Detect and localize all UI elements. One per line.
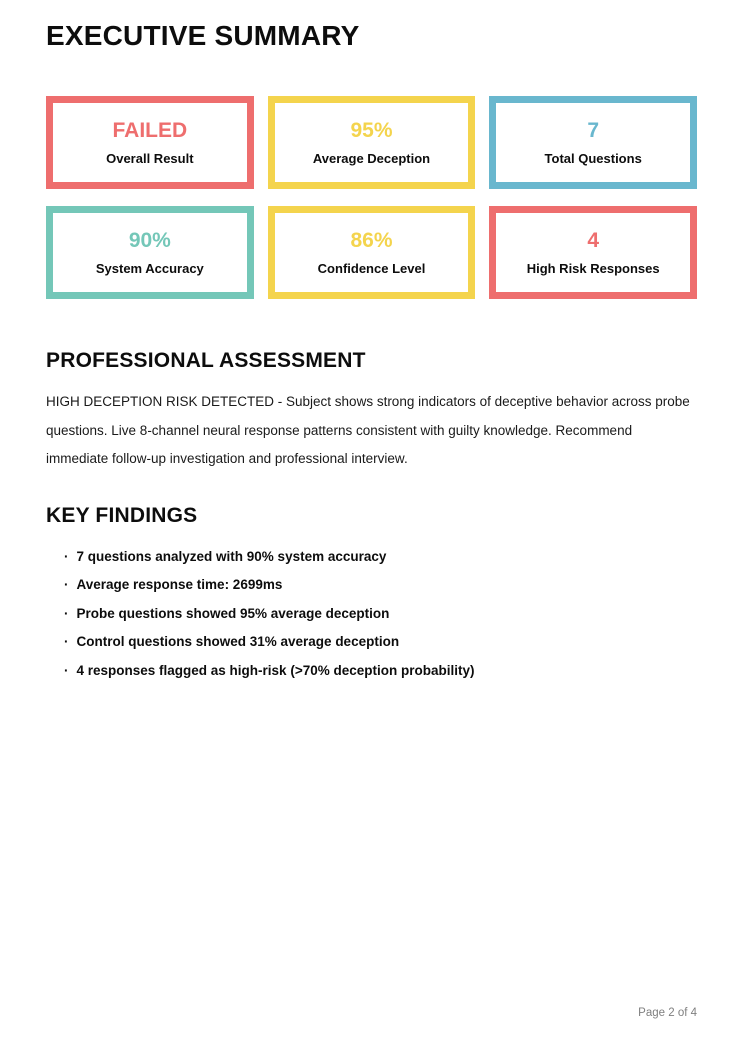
key-finding-item xyxy=(64,606,697,622)
stat-card-total-questions xyxy=(489,96,697,189)
stat-value: 4 xyxy=(587,229,599,252)
key-finding-item xyxy=(64,634,697,650)
bullet-icon: · xyxy=(64,548,69,564)
stat-card-average-deception xyxy=(268,96,476,189)
stat-card-confidence-level xyxy=(268,206,476,299)
key-finding-text: Control questions showed 31% average deception xyxy=(76,634,400,649)
stat-card-grid xyxy=(46,96,697,299)
key-finding-item xyxy=(64,663,697,679)
stat-label: Average Deception xyxy=(312,151,431,166)
bullet-icon: · xyxy=(64,634,69,649)
key-finding-text: 4 responses flagged as high-risk (>70% deception probability) xyxy=(76,662,475,678)
key-finding-text: Average response time: 2699ms xyxy=(76,577,283,592)
stat-value: 90% xyxy=(128,229,171,252)
stat-label: Total Questions xyxy=(544,151,642,166)
stat-value: FAILED xyxy=(112,119,188,142)
key-finding-item xyxy=(64,577,697,593)
stat-label: Overall Result xyxy=(106,151,194,166)
stat-value: 7 xyxy=(587,119,599,142)
key-finding-item xyxy=(64,549,697,565)
stat-card-overall-result xyxy=(46,96,254,189)
assessment-body-text: HIGH DECEPTION RISK DETECTED - Subject shows strong indicators of deceptive behavior across probe questions. Live 8-channel neural response patterns consistent with guilty knowledge. Recommend immediate follow-up investigation and professional interview. xyxy=(46,394,690,466)
stat-label: System Accuracy xyxy=(95,261,204,276)
key-finding-text: Probe questions showed 95% average deception xyxy=(76,605,390,621)
page-title: EXECUTIVE SUMMARY xyxy=(46,20,360,51)
page-number: Page 2 of 4 xyxy=(638,1007,697,1019)
stat-label: High Risk Responses xyxy=(526,261,660,276)
section-heading-professional-assessment: PROFESSIONAL ASSESSMENT xyxy=(46,349,366,372)
bullet-icon: · xyxy=(64,577,69,592)
bullet-icon: · xyxy=(64,662,69,678)
stat-value: 86% xyxy=(350,229,393,252)
stat-card-high-risk-responses xyxy=(489,206,697,299)
key-findings-list xyxy=(46,549,697,679)
section-heading-key-findings: KEY FINDINGS xyxy=(46,503,198,527)
stat-card-system-accuracy xyxy=(46,206,254,299)
stat-value: 95% xyxy=(350,119,393,142)
key-findings-section xyxy=(46,504,697,679)
bullet-icon: · xyxy=(64,605,69,621)
stat-label: Confidence Level xyxy=(317,261,426,276)
professional-assessment-section xyxy=(46,349,697,474)
key-finding-text: 7 questions analyzed with 90% system accuracy xyxy=(76,548,387,564)
